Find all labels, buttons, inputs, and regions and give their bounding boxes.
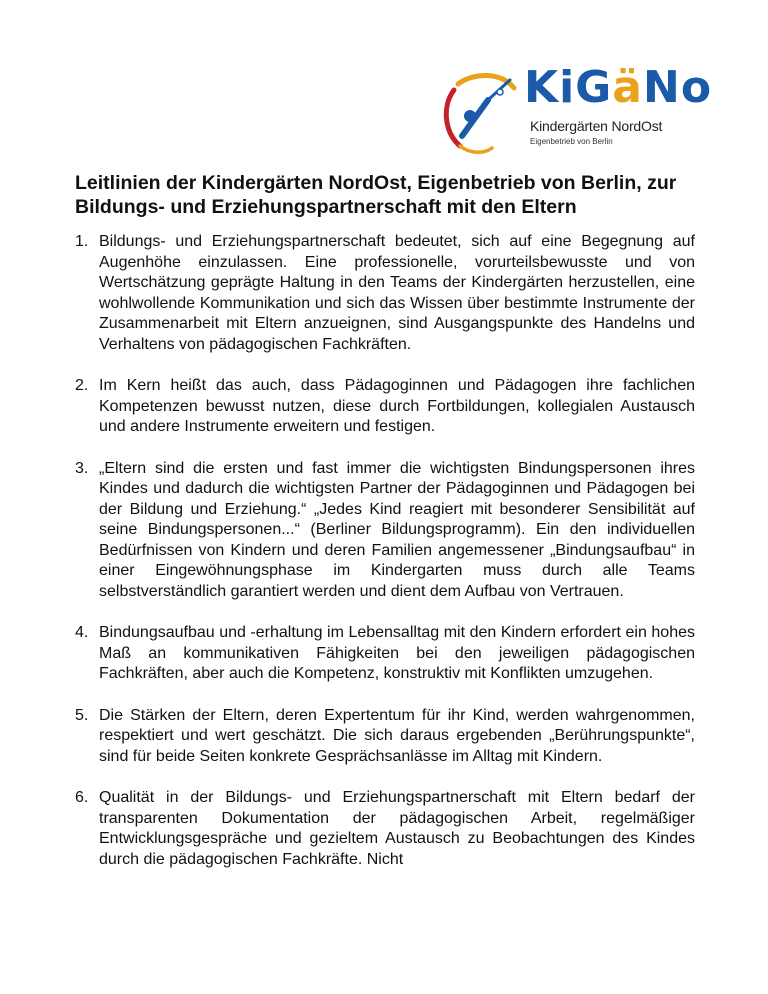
item-text: Qualität in der Bildungs- und Erziehungspartnerschaft mit Eltern bedarf der transparenten Dokumentation der pädagogischen Arbeit, regelmäßiger Entwicklungsgespräche und gezieltem Austausch zu Beobachtungen des Kindes durch die pädagogischen Fachkräfte. Nicht — [99, 789, 695, 868]
logo-wordmark-ki: KiG — [524, 62, 613, 113]
item-number: 2. — [75, 377, 89, 394]
item-number: 5. — [75, 706, 89, 724]
guidelines-list — [75, 232, 695, 891]
item-text: „Eltern sind die ersten und fast immer die wichtigsten Bindungspersonen ihres Kindes und dadurch die wichtigsten Partner der Pädagoginnen und Pädagogen bei der Bildung und Erziehung.“ „Jedes Kind reagiert mit besonderer Sensibilität auf seine Bindungspersonen...“ (Berliner Bildungsprogramm). Ein den individuellen Bedürfnissen von Kindern und deren Familien angemessener „Bindungsaufbau“ in einer Eingewöhnungsphase im Kindergarten muss durch alle Teams selbstverständlich garantiert werden und dient dem Aufbau von Vertrauen. — [99, 459, 695, 600]
item-text: Im Kern heißt das auch, dass Pädagoginnen und Pädagogen ihre fachlichen Kompetenzen bewusst nutzen, diese durch Fortbildungen, kollegialen Austausch und andere Instrumente erweitern und festigen. — [99, 377, 695, 435]
item-number: 4. — [75, 624, 89, 641]
guideline-item — [75, 459, 695, 603]
guideline-item — [75, 376, 695, 438]
guideline-item — [75, 706, 695, 768]
logo-wordmark-no: No — [643, 62, 713, 113]
item-number: 1. — [75, 233, 89, 250]
document-heading: Leitlinien der Kindergärten NordOst, Eigenbetrieb von Berlin, zur Bildungs- und Erziehungspartnerschaft mit den Eltern — [75, 172, 677, 218]
logo-swirl-icon — [440, 70, 524, 156]
logo-wordmark-ae: ä — [612, 62, 643, 113]
logo-subtitle-small: Eigenbetrieb von Berlin — [530, 137, 613, 146]
item-number: 3. — [75, 459, 89, 477]
item-text: Die Stärken der Eltern, deren Expertentum für ihr Kind, werden wahrgenommen, respektiert und wert geschätzt. Die sich daraus ergebenden „Berührungspunkte“, sind für beide Seiten konkrete Gesprächsanlässe im Alltag mit Kindern. — [99, 706, 695, 765]
guideline-item — [75, 232, 695, 355]
kigano-logo — [440, 62, 713, 156]
item-text: Bindungsaufbau und -erhaltung im Lebensalltag mit den Kindern erfordert ein hohes Maß an kommunikativen Fähigkeiten bei den jeweiligen pädagogischen Fachkräften, aber auch die Kompetenz, konstruktiv mit Konflikten umzugehen. — [99, 624, 695, 682]
logo-subtitle: Kindergärten NordOst — [530, 118, 663, 134]
guideline-item — [75, 788, 695, 870]
item-text: Bildungs- und Erziehungspartnerschaft bedeutet, sich auf eine Begegnung auf Augenhöhe einzulassen. Eine professionelle, vorurteilsbewusste und von Wertschätzung geprägte Haltung in den Teams der Kindergärten herzustellen, eine wohlwollende Kommunikation und sich das Wissen über bestimmte Instrumente der Zusammenarbeit mit Eltern anzueignen, sind Ausgangspunkte des Handelns und Verhaltens von pädagogischen Fachkräften. — [99, 233, 695, 353]
logo-wordmark — [524, 62, 713, 113]
guideline-item — [75, 623, 695, 685]
item-number: 6. — [75, 789, 89, 806]
